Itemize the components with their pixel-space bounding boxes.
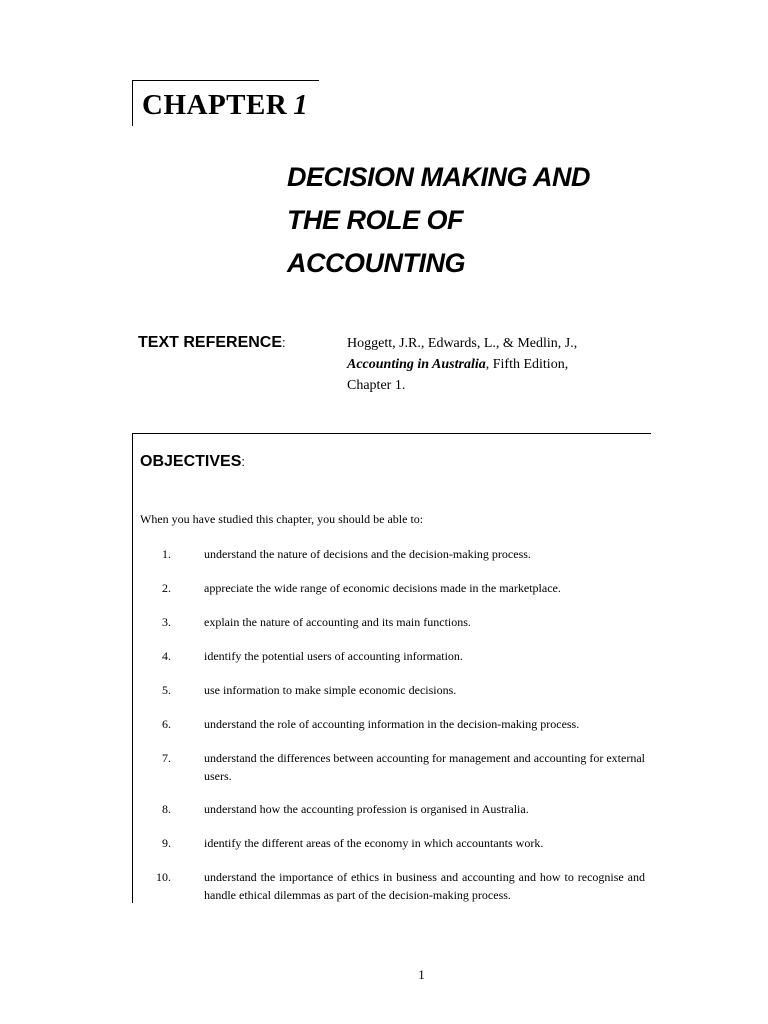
chapter-number: 1 xyxy=(293,89,309,121)
chapter-label: CHAPTER xyxy=(142,89,288,121)
citation-chapter: Chapter 1. xyxy=(347,378,406,393)
objective-number: 3. xyxy=(162,615,171,629)
objectives-box xyxy=(132,433,651,903)
objective-text: understand the importance of ethics in business and accounting and how to recognise and handle ethical dilemmas as part of the decision-making process. xyxy=(204,870,645,902)
citation-edition: , Fifth Edition, xyxy=(485,357,569,372)
chapter-title-line: THE ROLE OF xyxy=(287,205,463,235)
objective-number: 4. xyxy=(162,649,171,663)
text-reference-colon: : xyxy=(282,335,286,350)
objective-number: 7. xyxy=(162,751,171,765)
objective-text: identify the potential users of accounting information. xyxy=(204,649,463,663)
objective-text: explain the nature of accounting and its main functions. xyxy=(204,615,471,629)
text-reference-heading: TEXT REFERENCE xyxy=(138,334,283,351)
objective-number: 9. xyxy=(162,836,171,850)
citation-book-title: Accounting in Australia xyxy=(347,357,486,372)
objective-text: use information to make simple economic decisions. xyxy=(204,683,457,697)
objective-number: 10. xyxy=(156,870,171,884)
objective-text: appreciate the wide range of economic decisions made in the marketplace. xyxy=(204,581,561,595)
chapter-heading xyxy=(142,89,308,122)
objectives-title: OBJECTIVES xyxy=(140,453,242,470)
objective-text: understand how the accounting profession is organised in Australia. xyxy=(204,802,529,816)
text-reference-citation xyxy=(347,333,577,396)
objective-number: 1. xyxy=(162,547,171,561)
objective-text: understand the nature of decisions and the decision-making process. xyxy=(204,547,531,561)
objective-text: understand the differences between accounting for management and accounting for external users. xyxy=(204,751,645,783)
chapter-title xyxy=(287,156,667,285)
text-reference-label xyxy=(138,334,286,352)
objective-number: 6. xyxy=(162,717,171,731)
chapter-title-line: ACCOUNTING xyxy=(287,248,465,278)
objectives-intro: When you have studied this chapter, you should be able to: xyxy=(140,512,424,526)
objective-text: identify the different areas of the economy in which accountants work. xyxy=(204,836,544,850)
objective-number: 8. xyxy=(162,802,171,816)
objective-number: 2. xyxy=(162,581,171,595)
objective-number: 5. xyxy=(162,683,171,697)
objectives-heading xyxy=(140,453,245,471)
citation-authors: Hoggett, J.R., Edwards, L., & Medlin, J., xyxy=(347,336,578,351)
chapter-title-line: DECISION MAKING AND xyxy=(287,162,591,192)
citation-book-line xyxy=(347,354,577,375)
objective-text: understand the role of accounting information in the decision-making process. xyxy=(204,717,580,731)
page-number: 1 xyxy=(418,967,425,982)
objectives-colon: : xyxy=(241,454,245,469)
